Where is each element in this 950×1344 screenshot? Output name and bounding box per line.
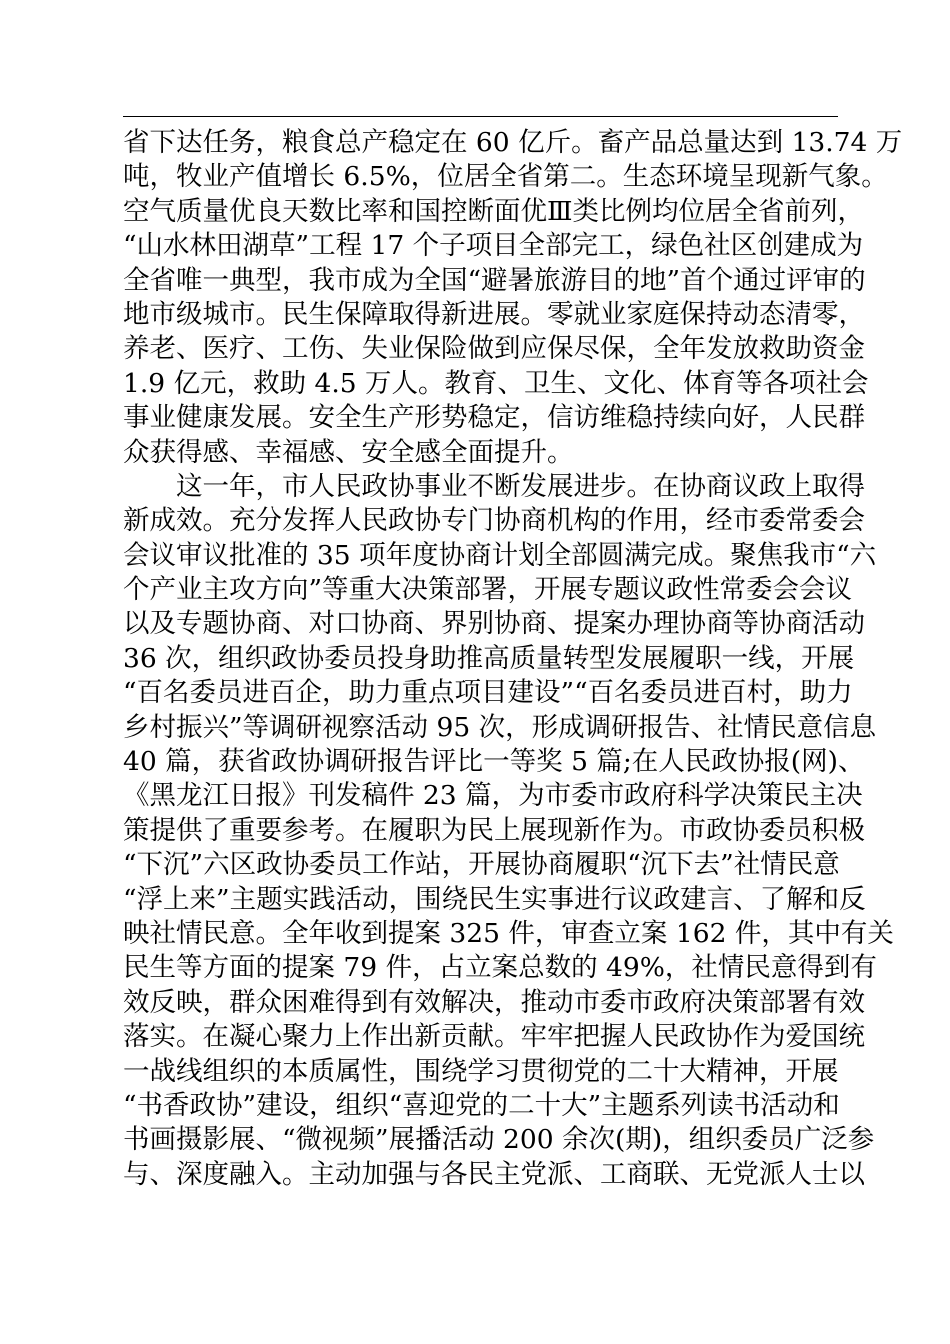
text-line: 1.9 亿元，救助 4.5 万人。教育、卫生、文化、体育等各项社会 — [123, 367, 869, 399]
text-line: 省下达任务，粮食总产稳定在 60 亿斤。畜产品总量达到 13.74 万 — [123, 127, 903, 158]
text-line: “书香政协”建设，组织“喜迎党的二十大”主题系列读书活动和 — [123, 1089, 840, 1121]
text-line: “山水林田湖草”工程 17 个子项目全部完工，绿色社区创建成为 — [123, 230, 864, 262]
text-line: “浮上来”主题实践活动，围绕民生实事进行议政建言、了解和反 — [123, 883, 866, 915]
paragraph-1 — [123, 126, 903, 470]
text-line: 以及专题协商、对口协商、界别协商、提案办理协商等协商活动 — [123, 608, 865, 640]
paragraph-2 — [123, 470, 894, 1192]
text-line: 40 篇，获省政协调研报告评比一等奖 5 篇;在人民政协报(网)、 — [123, 746, 865, 778]
text-line: 吨，牧业产值增长 6.5%，位居全省第二。生态环境呈现新气象。 — [123, 161, 888, 193]
text-line: 全省唯一典型，我市成为全国“避暑旅游目的地”首个通过评审的 — [123, 264, 866, 296]
text-line: “百名委员进百企，助力重点项目建设”“百名委员进百村，助力 — [123, 677, 853, 709]
header-rule — [123, 116, 838, 117]
text-line: 效反映，群众困难得到有效解决，推动市委市政府决策部署有效 — [123, 986, 865, 1018]
document-body — [123, 126, 903, 1192]
text-line: 空气质量优良天数比率和国控断面优Ⅲ类比例均位居全省前列， — [123, 195, 865, 227]
text-line: 乡村振兴”等调研视察活动 95 次，形成调研报告、社情民意信息 — [123, 711, 877, 743]
text-line: 众获得感、幸福感、安全感全面提升。 — [123, 436, 574, 468]
text-line: 这一年，市人民政协事业不断发展进步。在协商议政上取得 — [176, 470, 865, 502]
text-line: 新成效。充分发挥人民政协专门协商机构的作用，经市委常委会 — [123, 505, 865, 537]
text-line: 事业健康发展。安全生产形势稳定，信访维稳持续向好，人民群 — [123, 402, 865, 434]
text-line: 36 次，组织政协委员投身助推高质量转型发展履职一线，开展 — [123, 642, 855, 674]
text-line: 映社情民意。全年收到提案 325 件，审查立案 162 件，其中有关 — [123, 917, 894, 949]
text-line: 个产业主攻方向”等重大决策部署，开展专题议政性常委会会议 — [123, 574, 853, 606]
text-line: 《黑龙江日报》刊发稿件 23 篇，为市委市政府科学决策民主决 — [123, 780, 863, 812]
text-line: “下沉”六区政协委员工作站，开展协商履职“沉下去”社情民意 — [123, 849, 840, 881]
text-line: 与、深度融入。主动加强与各民主党派、工商联、无党派人士以 — [123, 1158, 865, 1190]
text-line: 落实。在凝心聚力上作出新贡献。牢牢把握人民政协作为爱国统 — [123, 1021, 865, 1053]
text-line: 养老、医疗、工伤、失业保险做到应保尽保，全年发放救助资金 — [123, 333, 865, 365]
text-line: 策提供了重要参考。在履职为民上展现新作为。市政协委员积极 — [123, 814, 865, 846]
text-line: 民生等方面的提案 79 件，占立案总数的 49%，社情民意得到有 — [123, 952, 877, 984]
text-line: 书画摄影展、“微视频”展播活动 200 余次(期)，组织委员广泛参 — [123, 1124, 875, 1156]
text-line: 地市级城市。民生保障取得新进展。零就业家庭保持动态清零， — [123, 298, 865, 330]
text-line: 一战线组织的本质属性，围绕学习贯彻党的二十大精神，开展 — [123, 1055, 839, 1087]
text-line: 会议审议批准的 35 项年度协商计划全部圆满完成。聚焦我市“六 — [123, 539, 877, 571]
